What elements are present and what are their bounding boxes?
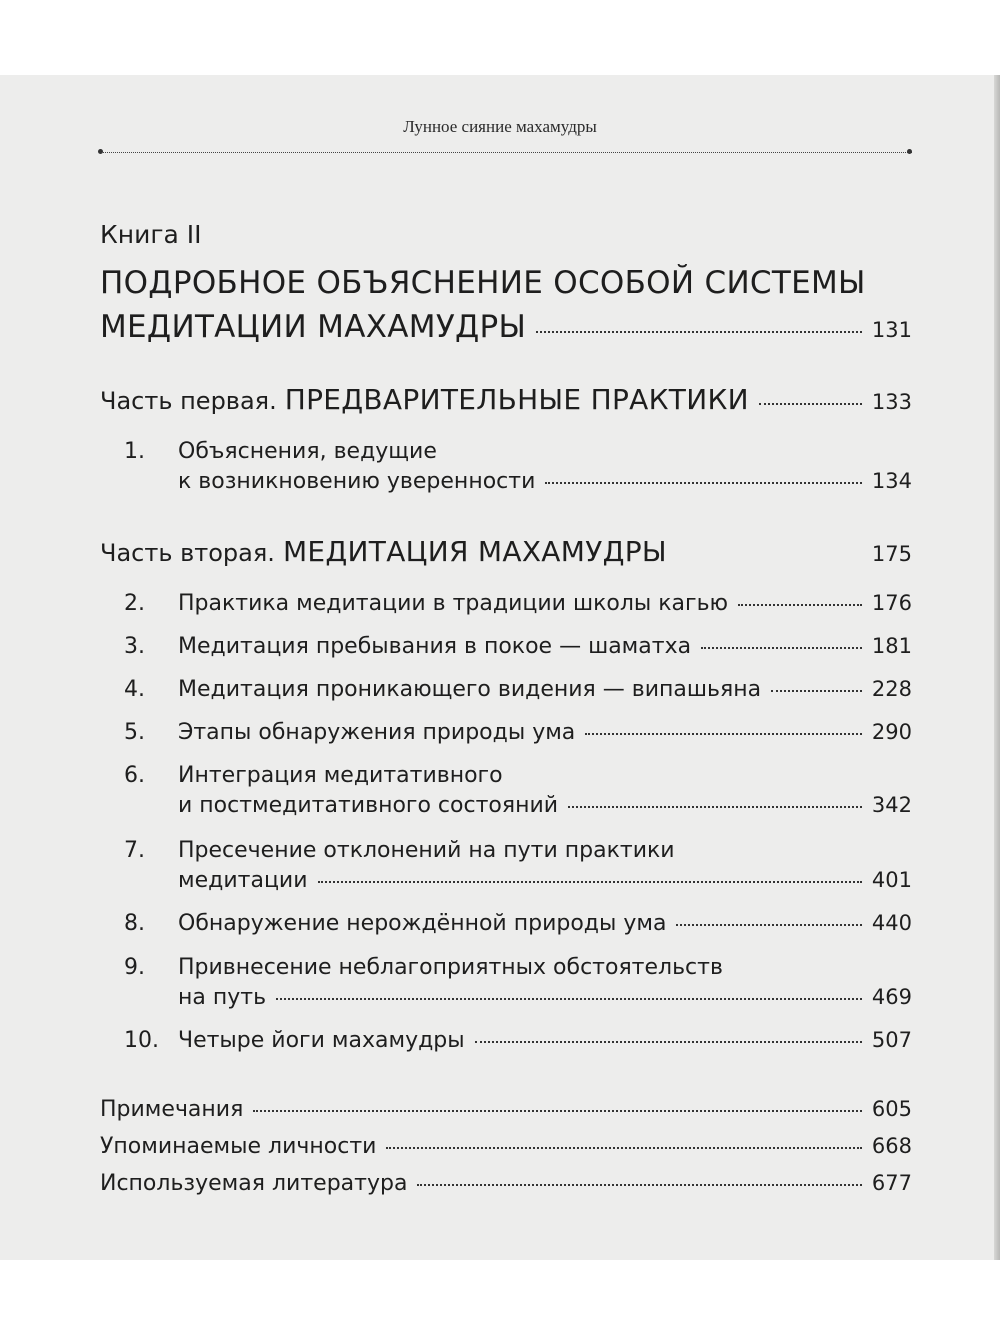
part-label: Часть первая.	[100, 387, 277, 415]
part-title: МЕДИТАЦИЯ МАХАМУДРЫ	[282, 535, 667, 568]
toc-entry[interactable]	[124, 677, 912, 702]
dot-leader	[738, 604, 862, 606]
chapter-number: 1.	[124, 439, 145, 464]
toc-entry[interactable]	[124, 591, 912, 616]
chapter-title: Этапы обнаружения природы ума	[178, 720, 576, 745]
chapter-title: Пресечение отклонений на пути практики	[178, 838, 675, 863]
rule-dot-right	[907, 149, 912, 154]
page-edge	[994, 75, 1000, 1260]
toc-entry[interactable]	[124, 634, 912, 659]
chapter-title: Объяснения, ведущие	[178, 439, 437, 464]
book-title: ПОДРОБНОЕ ОБЪЯСНЕНИЕ ОСОБОЙ СИСТЕМЫ	[100, 265, 866, 301]
dot-leader	[536, 331, 862, 333]
toc-entry[interactable]	[124, 1028, 912, 1053]
toc-entry[interactable]	[124, 868, 912, 893]
page-number: 440	[871, 911, 912, 935]
page-number: 605	[871, 1097, 912, 1121]
page-number: 677	[871, 1171, 912, 1195]
page-number: 507	[871, 1028, 912, 1052]
dot-leader	[676, 924, 861, 926]
chapter-title-cont: к возникновению уверенности	[178, 469, 536, 494]
book-label-line	[100, 220, 912, 249]
page-number: 469	[871, 985, 912, 1009]
chapter-title: Четыре йоги махамудры	[178, 1028, 465, 1053]
chapter-title: Медитация пребывания в покое — шаматха	[178, 634, 692, 659]
chapter-number: 9.	[124, 955, 145, 980]
page-number: 228	[871, 677, 912, 701]
chapter-number: 4.	[124, 677, 145, 702]
toc-entry[interactable]	[124, 911, 912, 936]
back-matter-title: Примечания	[100, 1097, 244, 1122]
book-label: Книга II	[100, 220, 202, 249]
chapter-title: Обнаружение нерождённой природы ума	[178, 911, 667, 936]
chapter-title: Интеграция медитативного	[178, 763, 503, 788]
page-number: 131	[871, 318, 912, 342]
toc-entry[interactable]	[100, 535, 912, 568]
chapter-title-cont: медитации	[178, 868, 308, 893]
toc-entry[interactable]	[124, 985, 912, 1010]
dot-leader	[386, 1147, 861, 1149]
chapter-number: 5.	[124, 720, 145, 745]
toc-entry[interactable]	[100, 1097, 912, 1122]
dot-leader	[701, 647, 862, 649]
chapter-line	[124, 955, 912, 980]
page-number: 290	[871, 720, 912, 744]
chapter-title-cont: и постмедитативного состояний	[178, 793, 559, 818]
running-head: Лунное сияние махамудры	[403, 117, 597, 136]
page-number: 133	[871, 390, 912, 414]
book-title-line-1	[100, 265, 912, 301]
back-matter-title: Упоминаемые личности	[100, 1134, 377, 1159]
dot-leader	[759, 403, 862, 405]
chapter-number: 6.	[124, 763, 145, 788]
toc-entry[interactable]	[124, 793, 912, 818]
chapter-number: 3.	[124, 634, 145, 659]
rule-dot-left	[98, 149, 103, 154]
dot-leader	[318, 881, 862, 883]
book-page	[0, 75, 1000, 1260]
page-number: 401	[871, 868, 912, 892]
chapter-number: 8.	[124, 911, 145, 936]
dot-leader	[417, 1184, 861, 1186]
page-number: 668	[871, 1134, 912, 1158]
chapter-title-cont: на путь	[178, 985, 267, 1010]
chapter-title: Медитация проникающего видения — випашьяна	[178, 677, 762, 702]
dot-leader	[276, 998, 862, 1000]
page-number: 176	[871, 591, 912, 615]
toc-entry[interactable]	[100, 1134, 912, 1159]
dot-leader	[677, 555, 862, 557]
dot-leader	[545, 482, 862, 484]
dot-leader	[585, 733, 862, 735]
chapter-number: 2.	[124, 591, 145, 616]
toc-entry[interactable]	[100, 1171, 912, 1196]
chapter-line	[124, 763, 912, 788]
page-number: 181	[871, 634, 912, 658]
chapter-number: 7.	[124, 838, 145, 863]
part-title: ПРЕДВАРИТЕЛЬНЫЕ ПРАКТИКИ	[284, 383, 749, 416]
dot-leader	[568, 806, 862, 808]
page-number: 342	[871, 793, 912, 817]
toc-entry[interactable]	[124, 469, 912, 494]
chapter-title: Привнесение неблагоприятных обстоятельств	[178, 955, 723, 980]
part-label: Часть вторая.	[100, 539, 275, 567]
page-number: 175	[871, 542, 912, 566]
header-rule	[100, 152, 912, 153]
dot-leader	[253, 1110, 862, 1112]
chapter-title: Практика медитации в традиции школы кагью	[178, 591, 729, 616]
chapter-line	[124, 439, 912, 464]
page-number: 134	[871, 469, 912, 493]
chapter-number: 10.	[124, 1028, 159, 1053]
toc-entry[interactable]	[100, 309, 912, 345]
dot-leader	[475, 1041, 862, 1043]
chapter-line	[124, 838, 912, 863]
back-matter-title: Используемая литература	[100, 1171, 408, 1196]
dot-leader	[771, 690, 862, 692]
toc-entry[interactable]	[124, 720, 912, 745]
toc-entry[interactable]	[100, 383, 912, 416]
book-title-cont: МЕДИТАЦИИ МАХАМУДРЫ	[100, 309, 527, 345]
